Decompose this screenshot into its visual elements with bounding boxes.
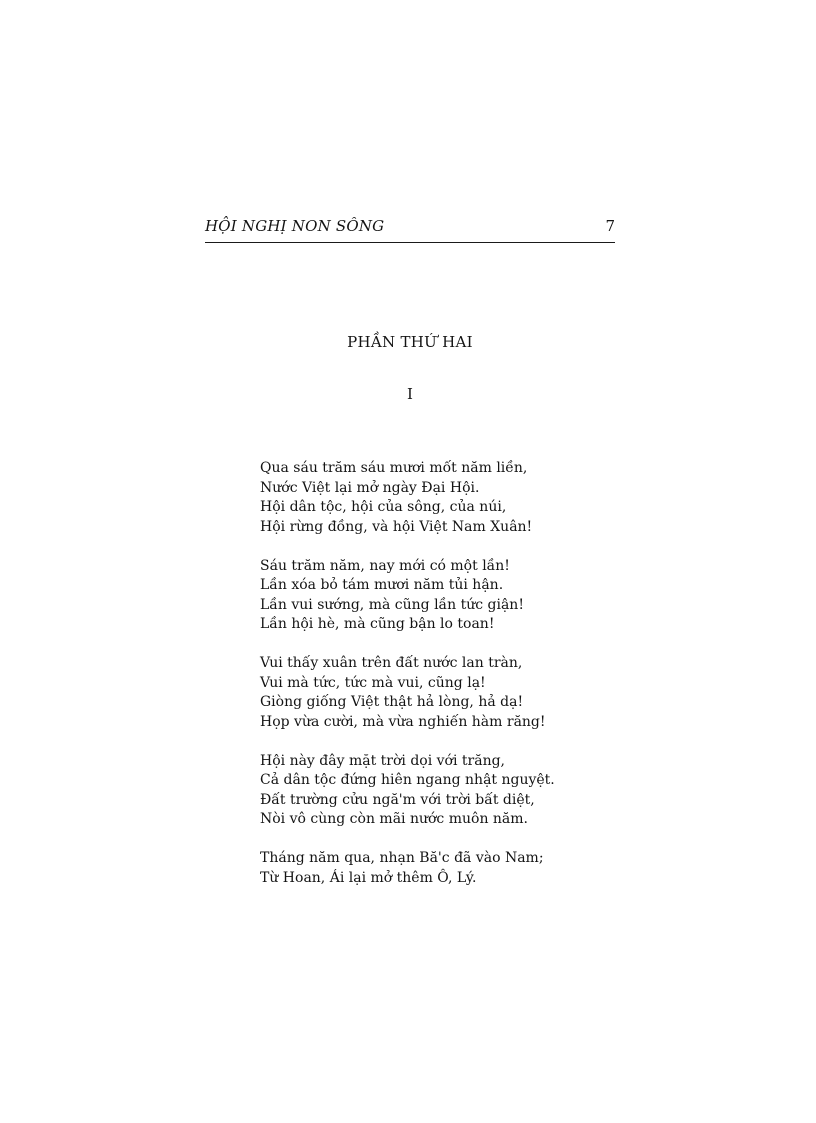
stanza-2 [260,557,610,635]
poem [260,459,610,908]
page-number: 7 [605,217,615,235]
poem-line: Sáu trăm năm, nay mới có một lần! [260,557,510,574]
poem-line: Giòng giống Việt thật hả lòng, hả dạ! [260,694,524,710]
poem-line: Đất trường cửu ngă'm với trời bất diệt, [260,791,535,808]
poem-line: Hội dân tộc, hội của sông, của núi, [260,499,507,515]
stanza-4 [260,752,610,830]
running-header [205,216,615,243]
poem-line: Hội rừng đồng, và hội Việt Nam Xuân! [260,518,533,535]
running-title: HỘI NGHỊ NON SÔNG [205,217,385,235]
poem-line: Nước Việt lại mở ngày Đại Hội. [260,479,480,496]
stanza-3 [260,654,610,732]
stanza-1 [260,459,610,537]
poem-line: Tháng năm qua, nhạn Bă'c đã vào Nam; [260,850,544,866]
poem-line: Lần hội hè, mà cũng bận lo toan! [260,616,495,632]
poem-line: Hội này đây mặt trời dọi với trăng, [260,752,506,769]
poem-line: Qua sáu trăm sáu mươi mốt năm liền, [260,460,528,476]
section-number: I [407,385,413,403]
poem-line: Lần xóa bỏ tám mươi năm tủi hận. [260,577,504,593]
poem-line: Cả dân tộc đứng hiên ngang nhật nguyệt. [260,772,555,788]
stanza-5 [260,849,610,888]
poem-line: Từ Hoan, Ái lại mở thêm Ô, Lý. [260,869,477,886]
poem-line: Vui mà tức, tức mà vui, cũng lạ! [260,674,486,691]
poem-line: Lần vui sướng, mà cũng lần tức giận! [260,596,524,613]
poem-line: Nòi vô cùng còn mãi nước muôn năm. [260,811,528,827]
part-title: PHẦN THỨ HAI [347,333,473,351]
poem-line: Vui thấy xuân trên đất nước lan tràn, [260,655,523,671]
poem-line: Họp vừa cười, mà vừa nghiến hàm răng! [260,713,546,730]
